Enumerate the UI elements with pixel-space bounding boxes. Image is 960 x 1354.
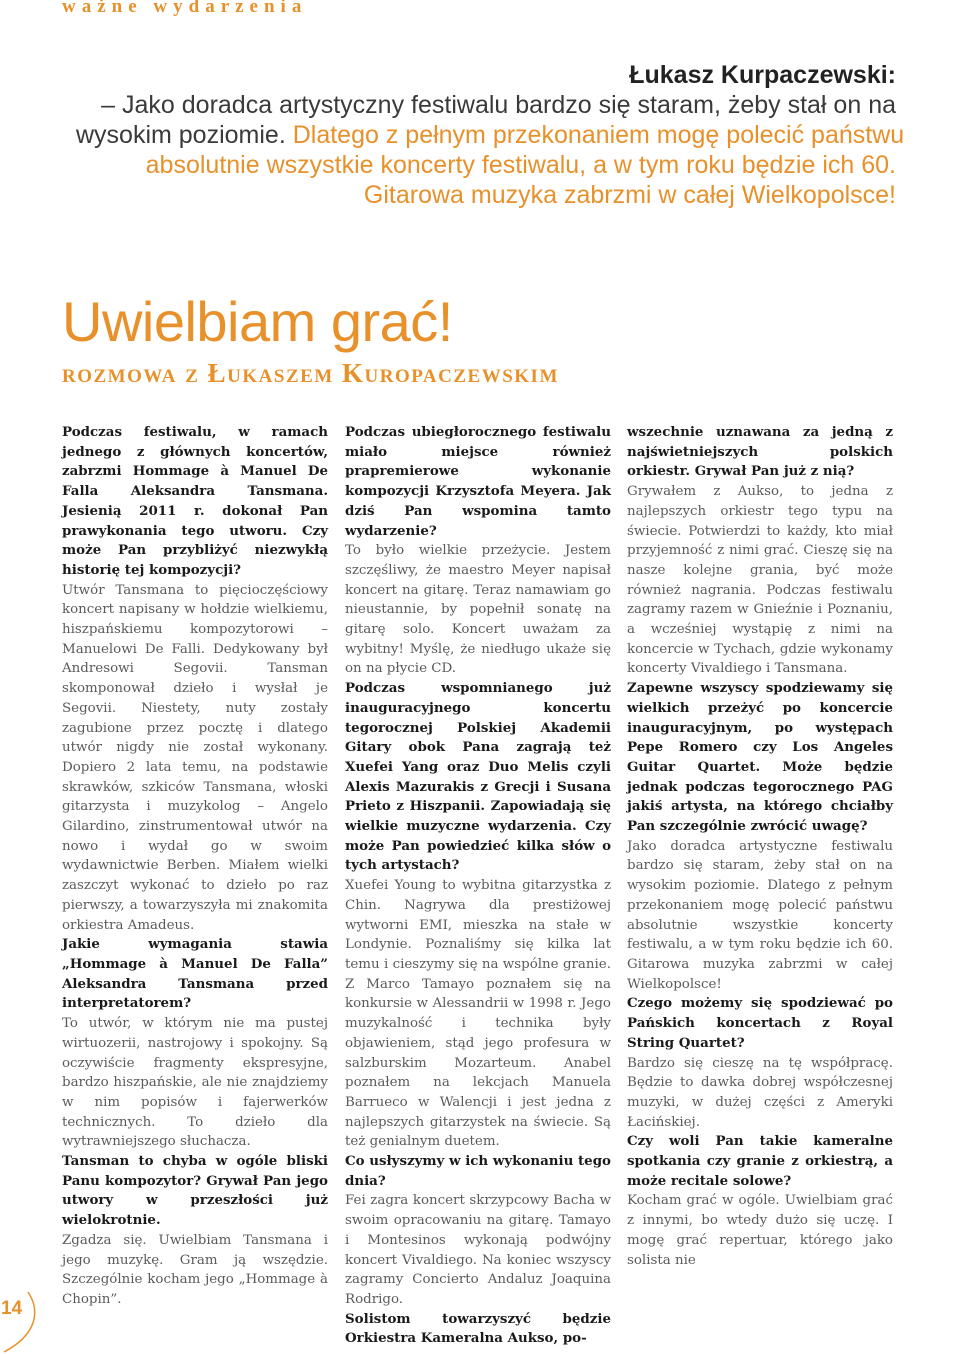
interview-question: Podczas wspomnianego już inauguracyjnego koncertu tegorocznej Polskiej Akademii Gitary obok Pana zagrają też Xuefei Yang oraz Duo Melis czyli Alexis Mazurakis z Grecji i Susana Prieto z Hiszpanii. Zapowiadają się wielkie muzyczne wydarzenia. Czy może Pan powiedzieć kilka słów o tych artystach?	[345, 680, 611, 874]
quote-line: – Jako doradca artystyczny festiwalu bardzo się staram, żeby stał on na	[101, 91, 896, 119]
article-column-1	[62, 423, 328, 1310]
quote-line-rest: Dlatego z pełnym przekonaniem mogę polecić państwu	[285, 121, 905, 149]
interview-question: Co usłyszymy w ich wykonaniu tego dnia?	[345, 1153, 611, 1189]
interview-question: Podczas ubiegłorocznego festiwalu miało miejsce również prapremierowe wykonanie kompozycji Krzysztofa Meyera. Jak dziś Pan wspomina tamto wydarzenie?	[345, 424, 611, 539]
quote-line	[76, 120, 905, 150]
interview-answer: To utwór, w którym nie ma pustej wirtuozerii, nastrojowy i spokojny. Są oczywiście fragmenty ekspresyjne, bardzo hiszpańskie, ale nie znajdziemy w nim popisów i fajerwerków technicznych. To dzieło dla wytrawniejszego słuchacza.	[62, 1016, 328, 1150]
interview-answer: Zgadza się. Uwielbiam Tansmana i jego muzykę. Gram ją wszędzie. Szczególnie kocham jego „Hommage à Chopin”.	[62, 1232, 328, 1307]
quote-line: Gitarowa muzyka zabrzmi w całej Wielkopolsce!	[363, 181, 896, 209]
interview-answer: Grywałem z Aukso, to jedna z najlepszych orkiestr tego typu na świecie. Potwierdzi to każdy, kto miał przyjemność z nimi grać. Cieszę się na nasze kolejne grania, być może również nagrania. Podczas festiwalu zagramy razem w Gnieźnie i Poznaniu, a wcześniej wystąpię z nimi na koncercie w Tychach, gdzie wykonamy koncerty Vivaldiego i Tansmana.	[627, 484, 893, 677]
interview-question: Podczas festiwalu, w ramach jednego z głównych koncertów, zabrzmi Hommage à Manuel De Falla Aleksandra Tansmana. Jesienią 2011 r. dokonał Pan prawykonania tego utworu. Czy może Pan przybliżyć niezwykłą historię tej kompozycji?	[62, 424, 328, 578]
quote-author: Łukasz Kurpaczewski:	[629, 61, 896, 89]
interview-question: Czego możemy się spodziewać po Pańskich koncertach z Royal String Quartet?	[627, 995, 893, 1051]
article-subtitle: rozmowa z Łukaszem Kuropaczewskim	[62, 358, 559, 388]
page-number-badge	[0, 1290, 40, 1354]
interview-question: Solistom towarzyszyć będzie Orkiestra Kameralna Aukso, po-	[345, 1310, 611, 1347]
interview-question: Zapewne wszyscy spodziewamy się wielkich przeżyć po koncercie inauguracyjnym, po występach Pepe Romero czy Los Angeles Guitar Quartet. Może będzie jednak podczas tegorocznego PAG jakiś artysta, na którego chciałby Pan szczególnie zwrócić uwagę?	[627, 680, 893, 835]
interview-question: Tansman to chyba w ogóle bliski Panu kompozytor? Grywał Pan jego utwory w przeszłości już wielokrotnie.	[62, 1153, 328, 1229]
article-column-3	[627, 423, 893, 1270]
interview-answer: To było wielkie przeżycie. Jestem szczęśliwy, że maestro Meyer napisał koncert na gitarę. Teraz namawiam go nieustannie, by popełnił sonatę na gitarę solo. Koncert uważam za wybitny! Myślę, że niedługo ukaże się on na płycie CD.	[345, 543, 611, 677]
interview-answer: Bardzo się cieszę na tę współpracę. Będzie to dawka dobrej współczesnej muzyki, w dużej części z Ameryki Łacińskiej.	[627, 1055, 893, 1130]
interview-question: Jakie wymagania stawia „Hommage à Manuel De Falla” Aleksandra Tansmana przed interpretatorem?	[62, 936, 328, 1012]
interview-answer: Utwór Tansmana to pięcioczęściowy koncert napisany w hołdzie wielkiemu, hiszpańskiemu kompozytorowi – Manuelowi De Falli. Dedykowany był Andresowi Segovii. Tansman skomponował dzieło i wysłał je Segovii. Niestety, nuty zostały zagubione przez pocztę i dlatego utwór nigdy nie został wykonany. Dopiero 2 lata temu, na podstawie skrawków, szkiców Tansmana, włoski gitarzysta i muzykolog – Angelo Gilardino, zinstrumentował utwór na nowo i wydał go w swoim wydawnictwie Berben. Miałem wielki zaszczyt wykonać to dzieło po raz pierwszy, a towarzyszyła mi znakomita orkiestra Amadeus.	[62, 582, 328, 933]
quote-line: absolutnie wszystkie koncerty festiwalu, a w tym roku będzie ich 60.	[145, 151, 896, 179]
interview-answer: Xuefei Young to wybitna gitarzystka z Chin. Nagrywa dla prestiżowej wytworni EMI, mieszka na stałe w Londynie. Poznaliśmy się kilka lat temu i cieszymy się na wspólne granie. Z Marco Tamayo poznałem się na konkursie w Alessandrii w 1998 r. Jego muzykalność i technika były objawieniem, stąd jego profesura w salzburskim Mozarteum. Anabel poznałem na lekcjach Manuela Barrueco w Walencji i jest jedna z najlepszych gitarzystek na świecie. Są też genialnym duetem.	[345, 878, 611, 1150]
article-column-2	[345, 423, 611, 1349]
interview-answer: Jako doradca artystyczne festiwalu bardzo się staram, żeby stał on na wysokim poziomie. Dlatego z pełnym przekonaniem mogę polecić państwu absolutnie wszystkie koncerty festiwalu, a w tym roku będzie ich 60. Gitarowa muzyka zabrzmi w całej Wielkopolsce!	[627, 838, 893, 992]
section-tag: ważne wydarzenia	[62, 0, 308, 17]
interview-question: wszechnie uznawana za jedną z najświetniejszych polskich orkiestr. Grywał Pan już z nią?	[627, 424, 893, 480]
pull-quote	[76, 60, 905, 210]
interview-answer: Kocham grać w ogóle. Uwielbiam grać z innymi, bo wtedy dużo się uczę. I mogę grać repertuar, którego jako solista nie	[627, 1193, 893, 1268]
article-title: Uwielbiam grać!	[62, 290, 453, 353]
quote-line-start: wysokim poziomie.	[76, 121, 286, 149]
interview-answer: Fei zagra koncert skrzypcowy Bacha w swoim opracowaniu na gitarę. Tamayo i Montesinos wykonają podwójny koncert Vivaldiego. Na koniec wszyscy zagramy Concierto Andaluz Joaquina Rodrigo.	[345, 1193, 611, 1307]
interview-question: Czy woli Pan takie kameralne spotkania czy granie z orkiestrą, a może recitale solowe?	[627, 1133, 893, 1189]
page-number: 14	[1, 1298, 23, 1319]
